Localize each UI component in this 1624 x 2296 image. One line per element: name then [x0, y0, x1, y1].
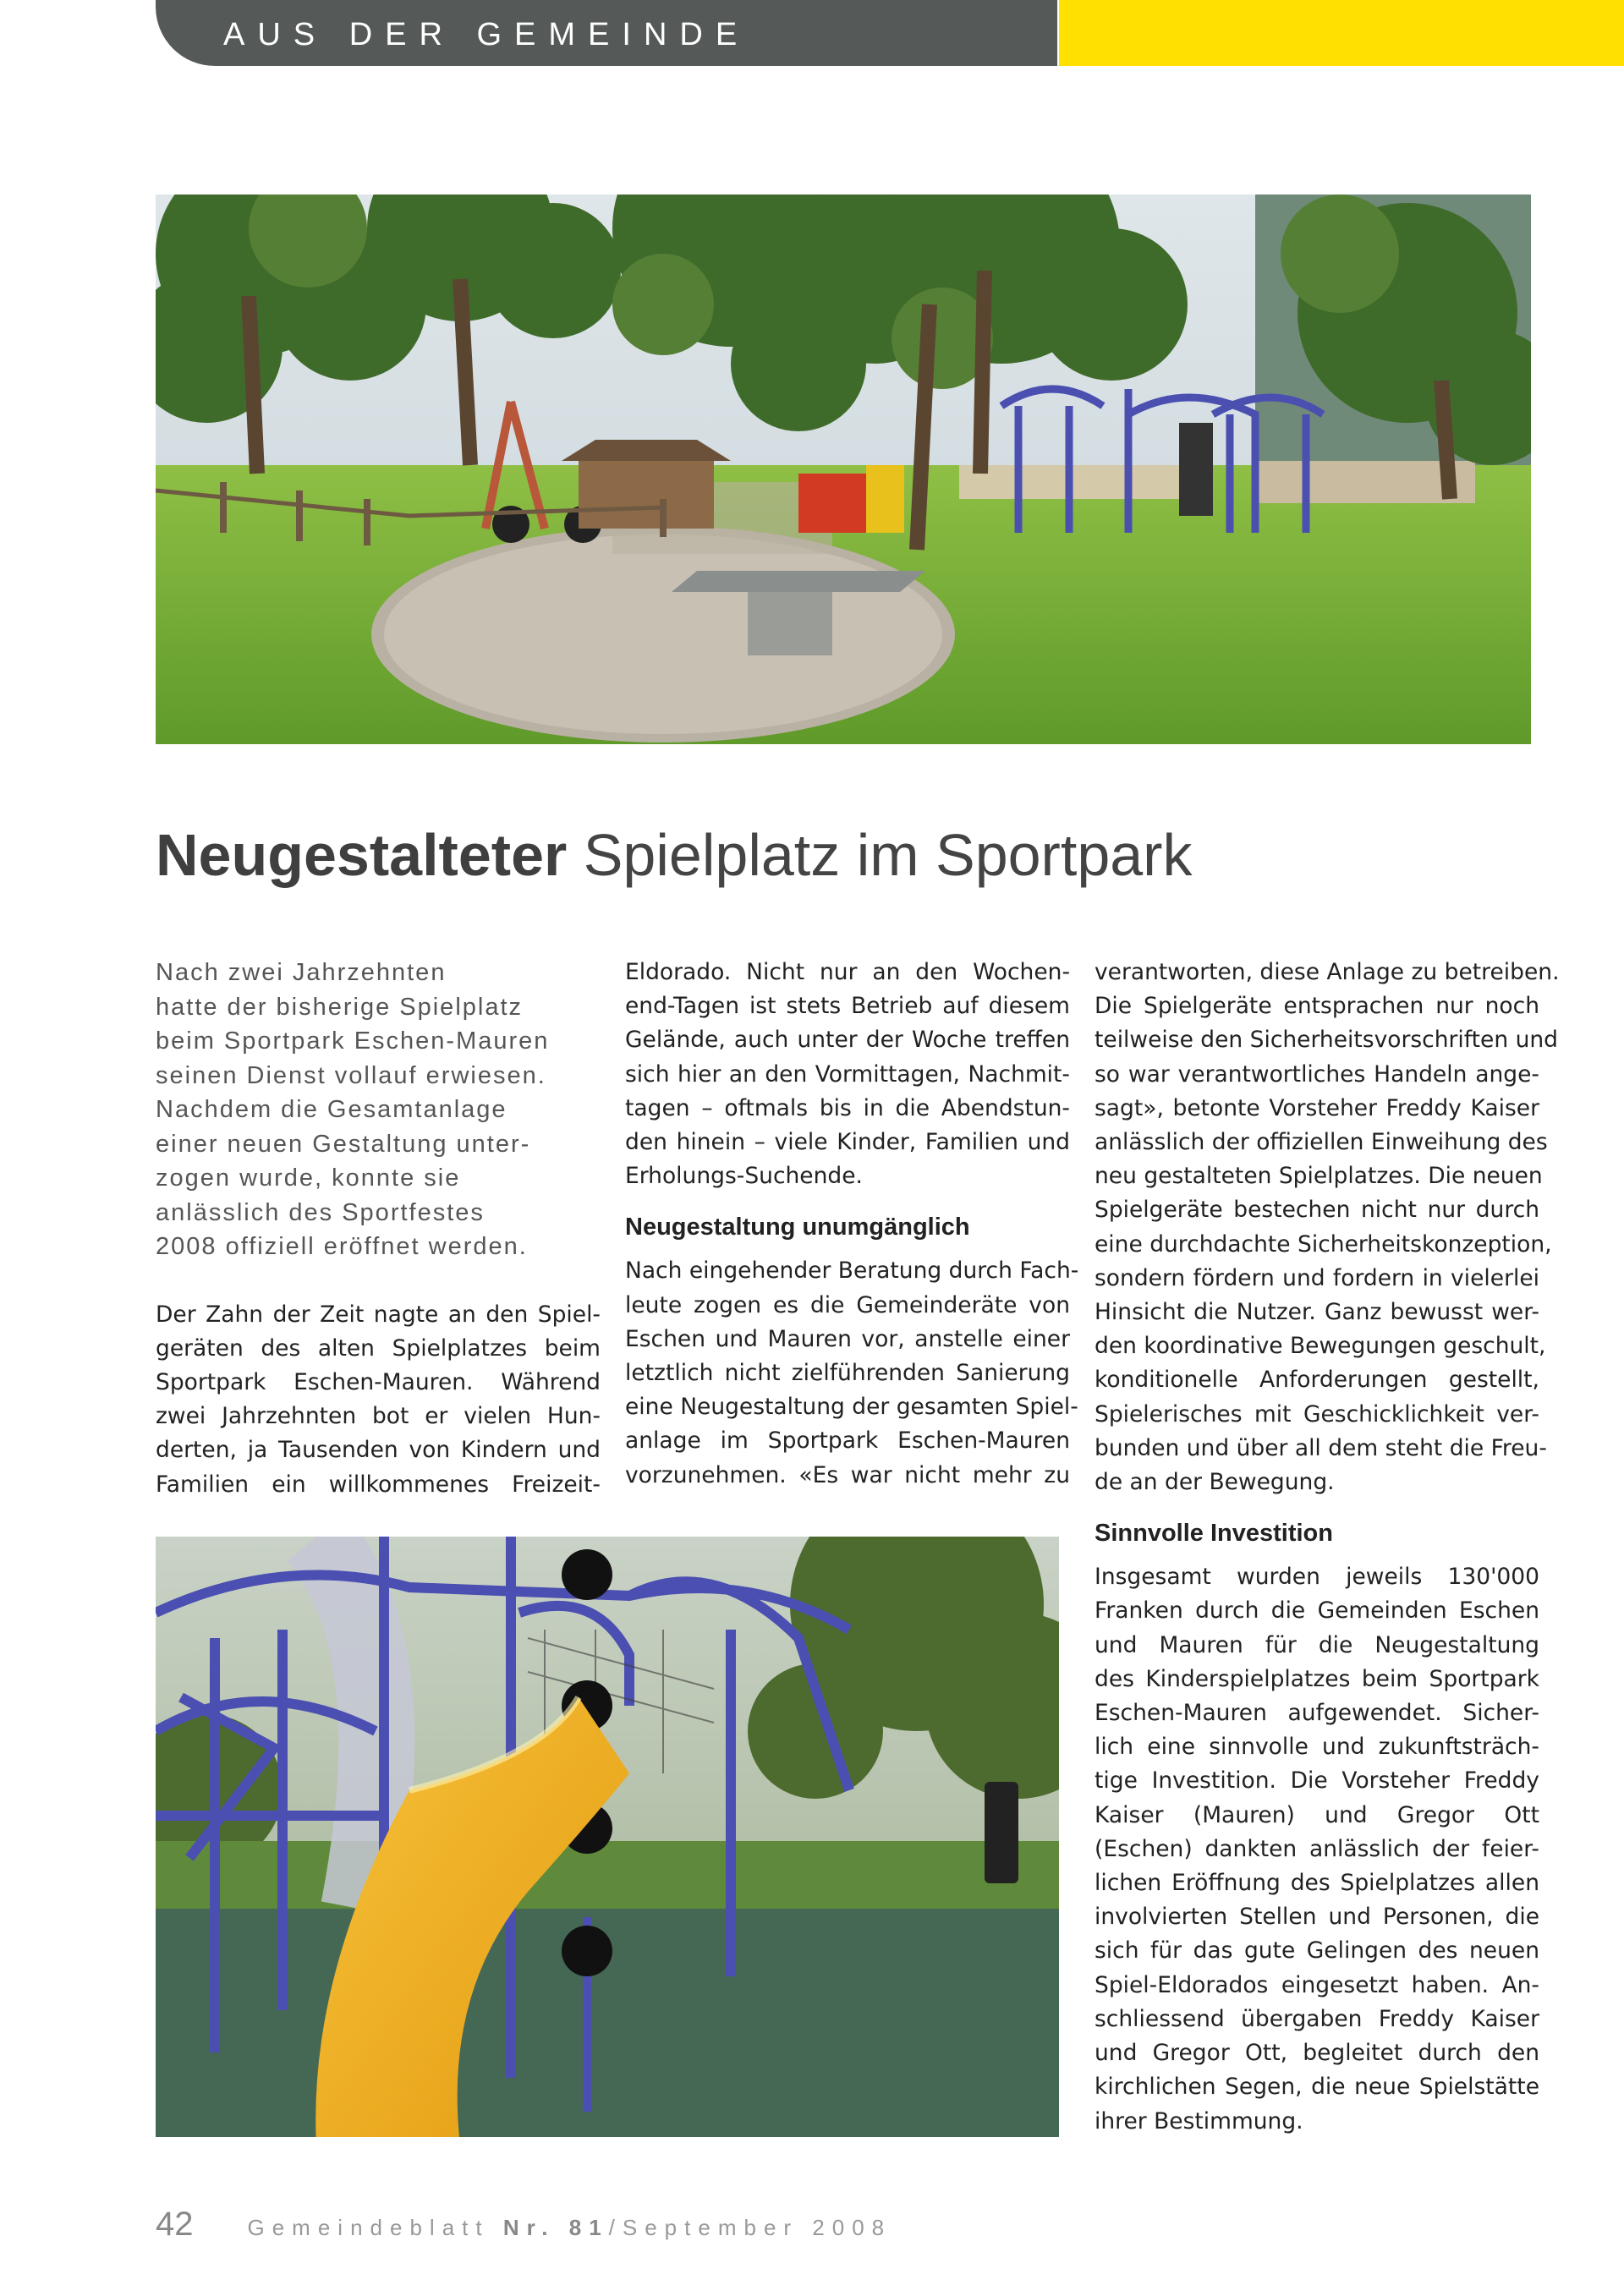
- body-line: ihrer Bestimmung.: [1095, 2107, 1303, 2134]
- body-line: verantworten, diese Anlage zu betreiben.: [1095, 959, 1560, 985]
- lead-line: anlässlich des Sportfestes: [156, 1198, 485, 1226]
- body-line: Eschen-Mauren aufgewendet. Sicher-: [1095, 1700, 1539, 1727]
- lead-line: Nachdem die Gesamtanlage: [156, 1096, 508, 1123]
- body-line: Insgesamt wurden jeweils 130'000: [1095, 1564, 1539, 1591]
- body-line: Eldorado. Nicht nur an den Wochen-: [625, 959, 1070, 985]
- lead-paragraph: [156, 956, 601, 1264]
- body-line: Franken durch die Gemeinden Eschen: [1095, 1597, 1539, 1625]
- body-paragraph: [625, 956, 1070, 1193]
- issue-date: /September 2008: [608, 2215, 892, 2240]
- article-column-3: [1095, 956, 1560, 2139]
- article-title: [156, 822, 1526, 888]
- body-line: Der Zahn der Zeit nagte an den Spiel-: [156, 1301, 601, 1328]
- body-line: lichen Eröffnung des Spielplatzes allen: [1095, 1870, 1539, 1897]
- body-line: Spielgeräte bestechen nicht nur durch: [1095, 1197, 1539, 1224]
- playground-photo-bottom-graphic: [156, 1537, 1059, 2137]
- article-column-1: [156, 956, 601, 1502]
- body-line: derten, ja Tausenden von Kindern und: [156, 1437, 601, 1464]
- lead-line: seinen Dienst vollauf erwiesen.: [156, 1061, 546, 1089]
- body-line: und Mauren für die Neugestaltung: [1095, 1631, 1539, 1658]
- body-line: lich eine sinnvolle und zukunftsträch-: [1095, 1734, 1539, 1761]
- body-paragraph: [625, 1254, 1079, 1492]
- body-line: Spielerisches mit Geschicklichkeit ver-: [1095, 1400, 1539, 1427]
- lead-line: beim Sportpark Eschen-Mauren: [156, 1027, 550, 1055]
- body-line: Eschen und Mauren vor, anstelle einer: [625, 1325, 1070, 1352]
- body-line: schliessend übergaben Freddy Kaiser: [1095, 2005, 1539, 2032]
- article-title-rest: Spielplatz im Sportpark: [567, 822, 1193, 888]
- body-line: und Gregor Ott, begleitet durch den: [1095, 2040, 1539, 2067]
- body-line: so war verantwortliches Handeln ange-: [1095, 1060, 1539, 1088]
- body-line: sondern fördern und fordern in vielerlei: [1095, 1264, 1539, 1291]
- body-line: neu gestalteten Spielplatzes. Die neuen: [1095, 1163, 1543, 1190]
- body-line: bunden und über all dem steht die Freu-: [1095, 1434, 1547, 1461]
- body-paragraph: [156, 1298, 601, 1502]
- subheading-neugestaltung: Neugestaltung unumgänglich: [625, 1214, 970, 1241]
- playground-photo-top-graphic: [156, 195, 1531, 744]
- body-line: sich für das gute Gelingen des neuen: [1095, 1937, 1539, 1964]
- body-line: geräten des alten Spielplatzes beim: [156, 1334, 601, 1362]
- body-line: leute zogen es die Gemeinderäte von: [625, 1291, 1070, 1318]
- body-line: konditionelle Anforderungen gestellt,: [1095, 1367, 1539, 1394]
- body-line: letztlich nicht zielführenden Sanierung: [625, 1360, 1070, 1387]
- body-line: Die Spielgeräte entsprachen nur noch: [1095, 993, 1539, 1020]
- playground-photo-top: [156, 195, 1531, 744]
- lead-line: 2008 offiziell eröffnet werden.: [156, 1233, 528, 1260]
- body-line: kirchlichen Segen, die neue Spielstätte: [1095, 2074, 1539, 2101]
- body-line: (Eschen) dankten anlässlich der feier-: [1095, 1835, 1539, 1862]
- body-line: des Kinderspielplatzes beim Sportpark: [1095, 1665, 1539, 1692]
- body-line: den koordinative Bewegungen geschult,: [1095, 1333, 1546, 1360]
- body-line: zwei Jahrzehnten bot er vielen Hun-: [156, 1403, 601, 1430]
- body-line: de an der Bewegung.: [1095, 1469, 1335, 1496]
- issue-number: Nr. 81: [502, 2215, 609, 2240]
- lead-line: hatte der bisherige Spielplatz: [156, 993, 524, 1021]
- body-line: vorzunehmen. «Es war nicht mehr zu: [625, 1461, 1070, 1488]
- body-line: anlage im Sportpark Eschen-Mauren: [625, 1427, 1070, 1455]
- body-line: sich hier an den Vormittagen, Nachmit-: [625, 1060, 1070, 1088]
- body-line: anlässlich der offiziellen Einweihung des: [1095, 1129, 1548, 1156]
- header-accent-bar: [1059, 0, 1624, 66]
- body-line: tagen – oftmals bis in die Abendstun-: [625, 1094, 1070, 1121]
- lead-line: zogen wurde, konnte sie: [156, 1164, 461, 1192]
- subheading-investition: Sinnvolle Investition: [1095, 1520, 1333, 1548]
- body-line: sagt», betonte Vorsteher Freddy Kaiser: [1095, 1094, 1539, 1121]
- body-line: Hinsicht die Nutzer. Ganz bewusst wer-: [1095, 1299, 1539, 1326]
- section-header: [156, 0, 1057, 66]
- playground-photo-bottom: [156, 1537, 1059, 2137]
- body-line: Familien ein willkommenes Freizeit-: [156, 1471, 601, 1498]
- lead-line: einer neuen Gestaltung unter-: [156, 1130, 531, 1158]
- section-label: AUS DER GEMEINDE: [223, 17, 750, 52]
- publication-name: [248, 2215, 892, 2240]
- body-line: tige Investition. Die Vorsteher Freddy: [1095, 1767, 1539, 1795]
- lead-line: Nach zwei Jahrzehnten: [156, 959, 447, 986]
- body-line: eine Neugestaltung der gesamten Spiel-: [625, 1394, 1078, 1421]
- publication-title: Gemeindeblatt: [247, 2215, 503, 2240]
- body-paragraph: [1095, 1560, 1539, 2138]
- page-footer: [156, 2206, 892, 2248]
- body-paragraph: [1095, 956, 1560, 1499]
- body-line: Nach eingehender Beratung durch Fach-: [625, 1258, 1079, 1285]
- body-line: Gelände, auch unter der Woche treffen: [625, 1027, 1070, 1054]
- body-line: den hinein – viele Kinder, Familien und: [625, 1129, 1070, 1156]
- body-line: end-Tagen ist stets Betrieb auf diesem: [625, 993, 1070, 1020]
- body-line: involvierten Stellen und Personen, die: [1095, 1904, 1539, 1931]
- body-line: Sportpark Eschen-Mauren. Während: [156, 1368, 601, 1395]
- article-column-2: [625, 956, 1079, 1493]
- body-line: Erholungs-Suchende.: [625, 1163, 863, 1190]
- body-line: Kaiser (Mauren) und Gregor Ott: [1095, 1801, 1539, 1828]
- article-title-bold: Neugestalteter: [156, 822, 568, 888]
- page-number: 42: [156, 2206, 194, 2243]
- body-line: eine durchdachte Sicherheitskonzeption,: [1095, 1230, 1552, 1258]
- body-line: Spiel-Eldorados eingesetzt haben. An-: [1095, 1971, 1539, 1998]
- body-line: teilweise den Sicherheitsvorschriften und: [1095, 1027, 1558, 1054]
